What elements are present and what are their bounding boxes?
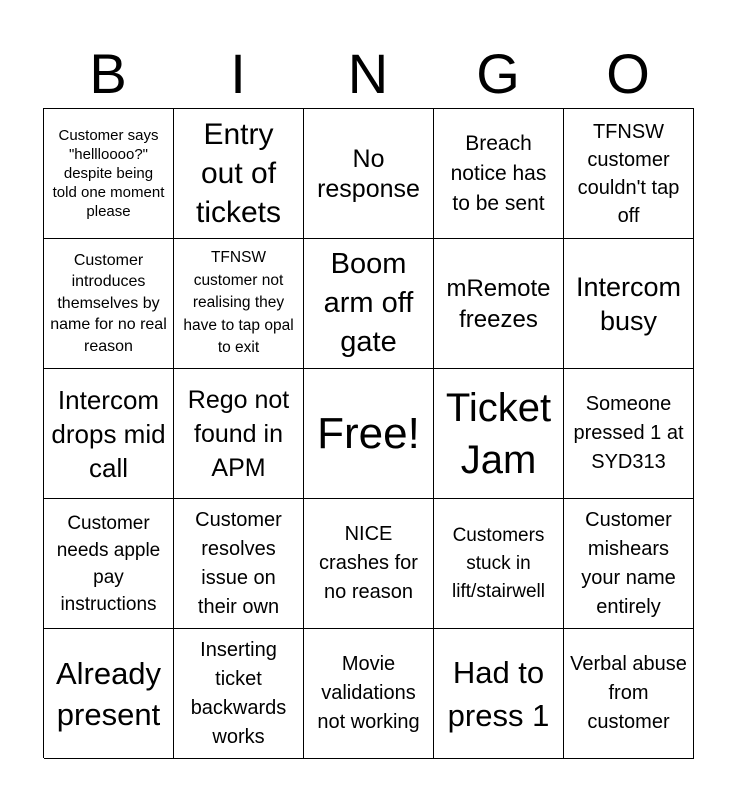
bingo-cell-r3c5 — [564, 369, 694, 499]
cell-text: mRemote freezes — [446, 274, 551, 333]
cell-text: Intercom busy — [575, 271, 682, 336]
bingo-cell-r2c3 — [304, 239, 434, 369]
cell-text: TFNSW customer couldn't tap off — [577, 120, 680, 227]
cell-text: Movie validations not working — [317, 653, 420, 733]
bingo-cell-r4c2 — [174, 499, 304, 629]
bingo-cell-r3c3 — [304, 369, 434, 499]
bingo-cell-r1c2 — [174, 109, 304, 239]
bingo-cell-r2c1 — [44, 239, 174, 369]
header-letter-g: G — [476, 42, 520, 105]
bingo-cell-r5c1 — [44, 629, 174, 759]
bingo-cell-r2c4 — [434, 239, 564, 369]
header-letter-o: O — [606, 42, 650, 105]
cell-text: Had to press 1 — [447, 654, 550, 733]
cell-text: Free! — [317, 408, 420, 458]
cell-text: Intercom drops mid call — [51, 384, 166, 483]
bingo-cell-r2c5 — [564, 239, 694, 369]
cell-text: Verbal abuse from customer — [570, 653, 687, 733]
cell-text: Ticket Jam — [445, 385, 552, 482]
bingo-cell-r4c1 — [44, 499, 174, 629]
cell-text: Customer introduces themselves by name for no real reason — [50, 251, 167, 355]
cell-text: TFNSW customer not realising they have to tap opal to exit — [183, 249, 294, 357]
bingo-cell-r4c4 — [434, 499, 564, 629]
bingo-cell-r3c2 — [174, 369, 304, 499]
bingo-cell-r5c5 — [564, 629, 694, 759]
bingo-cell-r2c2 — [174, 239, 304, 369]
cell-text: Breach notice has to be sent — [450, 131, 547, 215]
bingo-cell-r3c1 — [44, 369, 174, 499]
bingo-header — [43, 40, 693, 108]
cell-text: Customer mishears your name entirely — [581, 508, 676, 618]
cell-text: No response — [317, 144, 420, 203]
bingo-cell-r5c3 — [304, 629, 434, 759]
cell-text: Customer needs apple pay instructions — [56, 512, 161, 615]
header-letter-i: I — [230, 42, 246, 105]
cell-text: Boom arm off gate — [323, 248, 414, 358]
header-letter-n: N — [347, 42, 389, 105]
cell-text: Rego not found in APM — [187, 385, 290, 482]
cell-text: Customers stuck in lift/stairwell — [452, 524, 545, 602]
bingo-cell-r5c4 — [434, 629, 564, 759]
cell-text: Someone pressed 1 at SYD313 — [573, 393, 684, 473]
cell-text: NICE crashes for no reason — [319, 523, 418, 603]
bingo-cell-r4c3 — [304, 499, 434, 629]
cell-text: Already present — [55, 655, 162, 732]
bingo-grid — [43, 108, 694, 758]
bingo-cell-r5c2 — [174, 629, 304, 759]
cell-text: Customer says "hellloooo?" despite being told one moment please — [52, 127, 165, 220]
header-letter-b: B — [89, 42, 127, 105]
cell-text: Customer resolves issue on their own — [195, 508, 282, 618]
bingo-cell-r1c1 — [44, 109, 174, 239]
cell-text: Entry out of tickets — [195, 118, 282, 229]
bingo-cell-r4c5 — [564, 499, 694, 629]
bingo-cell-r1c3 — [304, 109, 434, 239]
bingo-cell-r3c4 — [434, 369, 564, 499]
bingo-cell-r1c5 — [564, 109, 694, 239]
bingo-cell-r1c4 — [434, 109, 564, 239]
cell-text: Inserting ticket backwards works — [190, 638, 287, 748]
